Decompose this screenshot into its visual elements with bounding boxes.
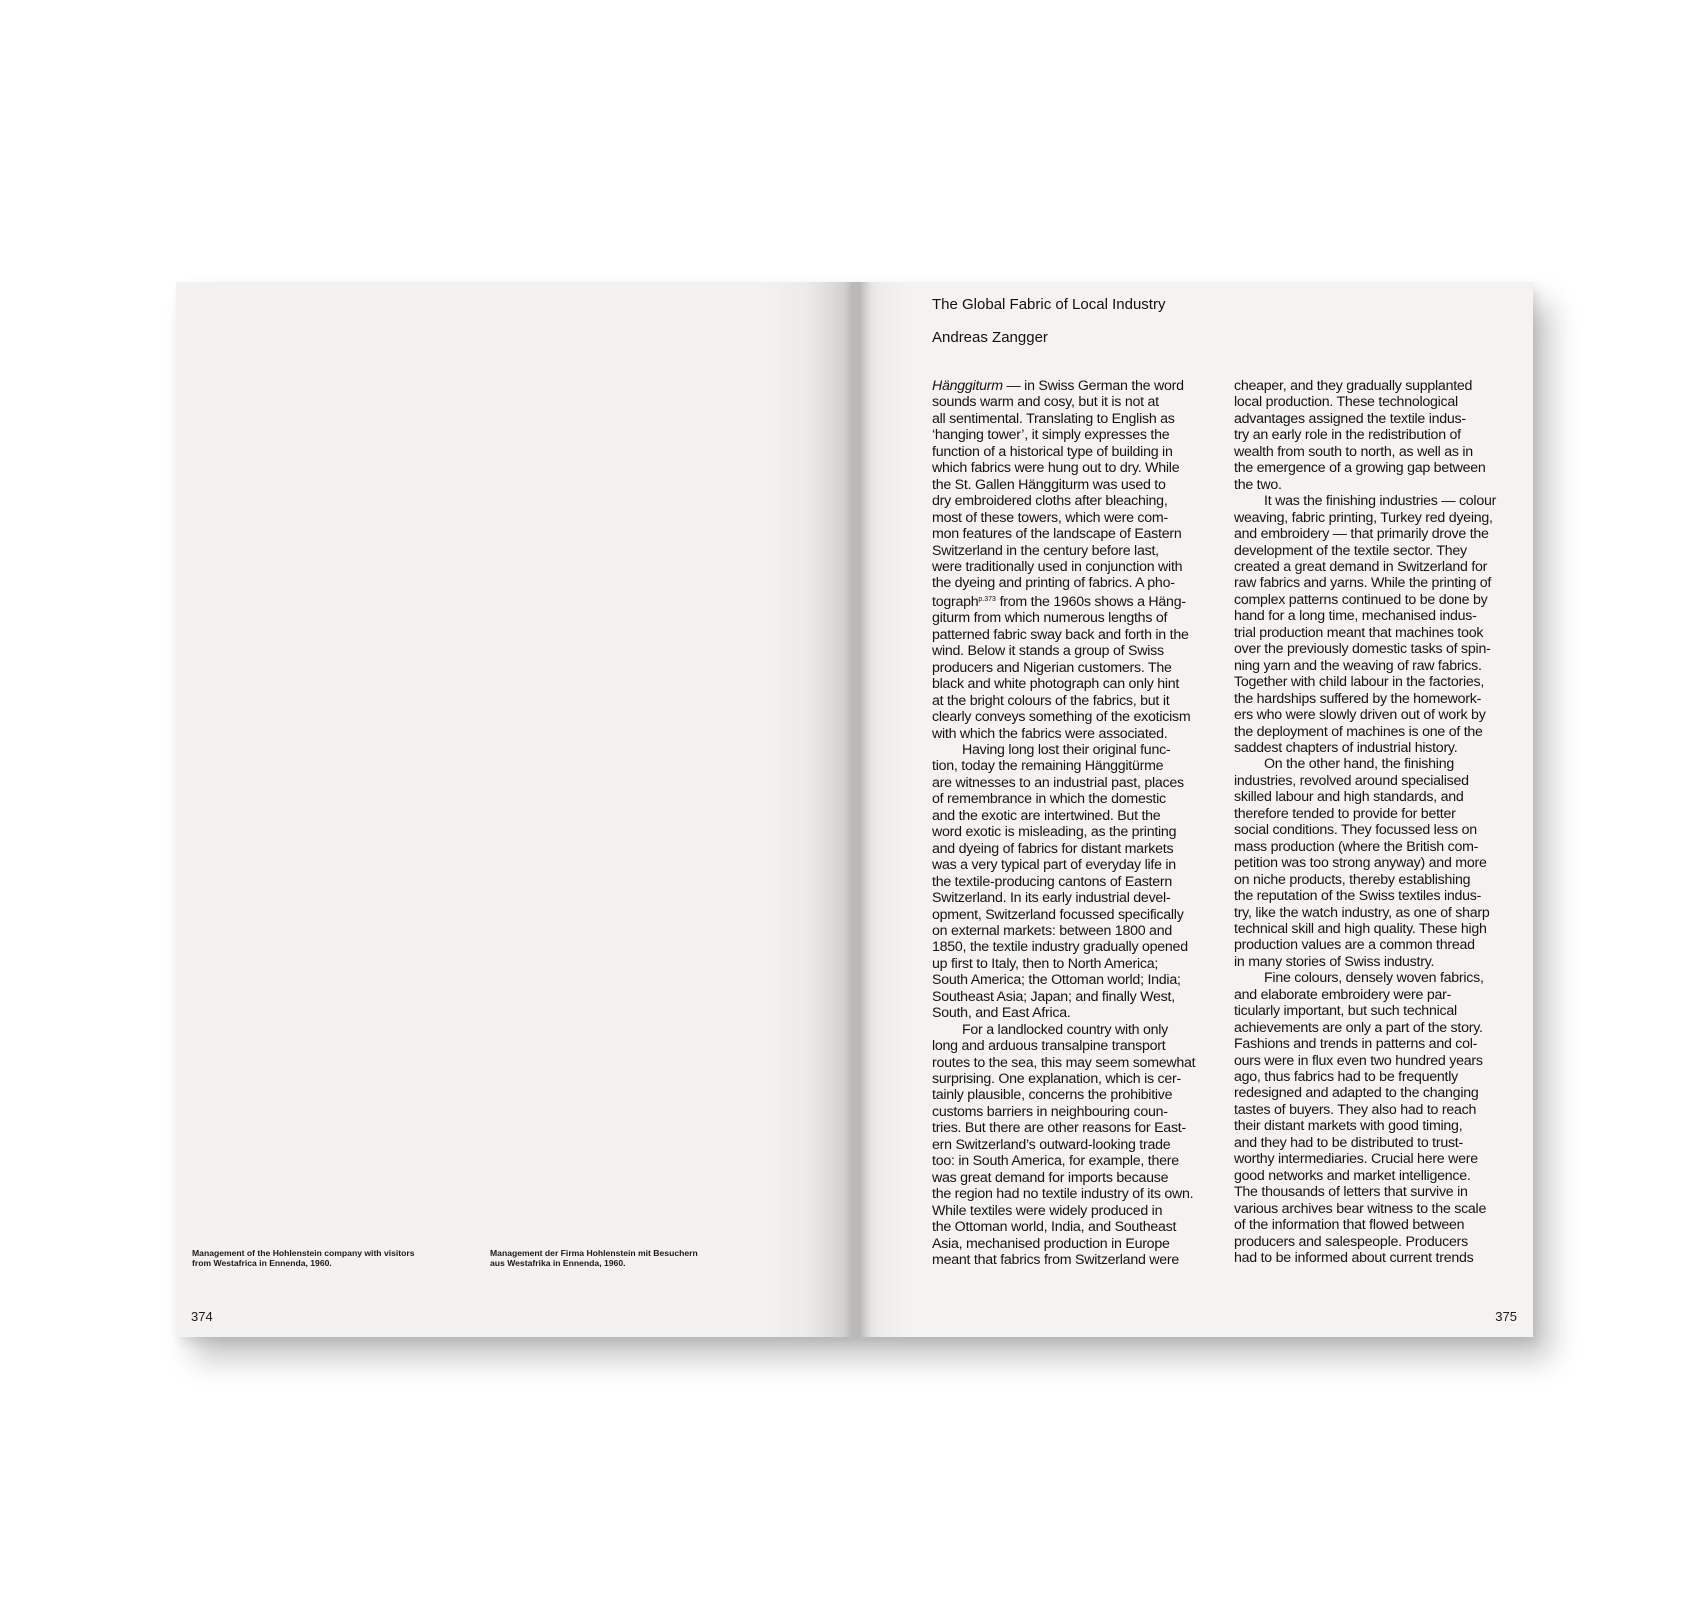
text-line: over the previously domestic tasks of spin- (1234, 641, 1491, 658)
text-line (932, 592, 1212, 610)
text-line: ago, thus fabrics had to be frequently (1234, 1069, 1458, 1086)
text-line: with which the fabrics were associated. (932, 725, 1168, 742)
text-line: wind. Below it stands a group of Swiss (932, 643, 1164, 660)
text-line: Together with child labour in the factories, (1234, 674, 1485, 691)
text-line: mon features of the landscape of Eastern (932, 526, 1182, 543)
text-line: was great demand for imports because (932, 1169, 1169, 1186)
text-line: ours were in flux even two hundred years (1234, 1052, 1483, 1069)
text-line: Switzerland in the century before last, (932, 542, 1159, 559)
text-line: try, like the watch industry, as one of sharp (1234, 904, 1490, 921)
text-line: ern Switzerland’s outward-looking trade (932, 1136, 1171, 1153)
text-line: tion, today the remaining Hänggitürme (932, 758, 1164, 775)
text-line: the St. Gallen Hänggiturm was used to (932, 476, 1166, 493)
caption-line: Management der Firma Hohlenstein mit Besuchern (490, 1248, 698, 1258)
text-line: 1850, the textile industry gradually opened (932, 939, 1188, 956)
text-line: and the exotic are intertwined. But the (932, 807, 1161, 824)
text-line: sounds warm and cosy, but it is not at (932, 394, 1159, 411)
text-line: on external markets: between 1800 and (932, 922, 1172, 939)
text-line: the Ottoman world, India, and Southeast (932, 1219, 1177, 1236)
text-line: word exotic is misleading, as the printing (932, 824, 1177, 841)
text-line: Switzerland. In its early industrial devel- (932, 890, 1171, 907)
text-line: mass production (where the British com- (1234, 838, 1479, 855)
text-line: patterned fabric sway back and forth in the (932, 626, 1189, 643)
text-line: at the bright colours of the fabrics, but it (932, 692, 1170, 709)
text-line: ‘hanging tower’, it simply expresses the (932, 427, 1170, 444)
text-line: South America; the Ottoman world; India; (932, 972, 1181, 989)
text-line: dry embroidered cloths after bleaching, (932, 493, 1168, 510)
text-line: producers and Nigerian customers. The (932, 659, 1172, 676)
text-line: routes to the sea, this may seem somewhat (932, 1054, 1196, 1071)
page-number-left: 374 (191, 1309, 213, 1324)
text-line: black and white photograph can only hint (932, 676, 1180, 693)
text-line: in many stories of Swiss industry. (1234, 953, 1435, 970)
text-line: of the information that flowed between (1234, 1217, 1465, 1234)
text-line: was a very typical part of everyday life in (932, 857, 1176, 874)
article-title: The Global Fabric of Local Industry (932, 296, 1166, 313)
book-spread (176, 282, 1533, 1337)
text-line: petition was too strong anyway) and more (1234, 855, 1487, 872)
text-line: raw fabrics and yarns. While the printing of (1234, 575, 1492, 592)
text-line: and dyeing of fabrics for distant markets (932, 840, 1174, 857)
page-reference: p.373 (978, 595, 996, 603)
text-line: advantages assigned the textile indus- (1234, 410, 1466, 427)
text-line: ticularly important, but such technical (1234, 1003, 1457, 1020)
text-line: the dyeing and printing of fabrics. A pho- (932, 575, 1175, 592)
text-line: function of a historical type of building in (932, 443, 1173, 460)
text-line: most of these towers, which were com- (932, 509, 1168, 526)
text-line: and they had to be distributed to trust- (1234, 1134, 1463, 1151)
text-fragment: — in Swiss German the word (1002, 378, 1184, 394)
text-line: While textiles were widely produced in (932, 1202, 1163, 1219)
text-line: try an early role in the redistribution of (1234, 427, 1461, 444)
text-line: Fine colours, densely woven fabrics, (1264, 970, 1484, 987)
text-line: tastes of buyers. They also had to reach (1234, 1101, 1477, 1118)
text-line: The thousands of letters that survive in (1234, 1184, 1468, 1201)
text-column-1 (932, 378, 1212, 1268)
text-line: It was the finishing industries — colour (1264, 493, 1497, 510)
caption-line: from Westafrica in Ennenda, 1960. (192, 1258, 332, 1268)
left-page (176, 282, 854, 1337)
text-line: South, and East Africa. (932, 1005, 1071, 1022)
text-line: were traditionally used in conjunction with (932, 558, 1183, 575)
text-fragment: tograph (932, 593, 979, 610)
text-line: had to be informed about current trends (1234, 1250, 1474, 1267)
text-line: Southeast Asia; Japan; and finally West, (932, 988, 1175, 1005)
text-line: wealth from south to north, as well as in (1234, 443, 1473, 460)
text-line: are witnesses to an industrial past, places (932, 774, 1184, 791)
text-line: Fashions and trends in patterns and col- (1234, 1036, 1478, 1053)
text-line: their distant markets with good timing, (1234, 1118, 1463, 1135)
text-line: the two. (1234, 476, 1282, 493)
text-line: the deployment of machines is one of the (1234, 723, 1483, 740)
text-line: skilled labour and high standards, and (1234, 789, 1464, 806)
text-line: the hardships suffered by the homework- (1234, 690, 1482, 707)
text-line: saddest chapters of industrial history. (1234, 739, 1458, 756)
text-line: up first to Italy, then to North America; (932, 955, 1159, 972)
text-line: too: in South America, for example, there (932, 1153, 1179, 1170)
text-line: which fabrics were hung out to dry. While (932, 460, 1180, 477)
text-line: social conditions. They focussed less on (1234, 822, 1477, 839)
text-line: Having long lost their original func- (962, 741, 1171, 758)
text-fragment: from the 1960s shows a Häng- (995, 593, 1186, 610)
text-line: the region had no textile industry of its own. (932, 1186, 1194, 1203)
text-line: giturm from which numerous lengths of (932, 610, 1168, 627)
text-line: the emergence of a growing gap between (1234, 460, 1486, 477)
text-line: good networks and market intelligence. (1234, 1167, 1471, 1184)
text-line: long and arduous transalpine transport (932, 1038, 1166, 1055)
text-line: therefore tended to provide for better (1234, 805, 1456, 822)
text-column-2 (1234, 378, 1514, 1266)
text-line: of remembrance in which the domestic (932, 791, 1166, 808)
text-line: and elaborate embroidery were par- (1234, 986, 1452, 1003)
text-line: various archives bear witness to the scale (1234, 1200, 1487, 1217)
text-line: development of the textile sector. They (1234, 542, 1467, 559)
text-line: complex patterns continued to be done by (1234, 591, 1488, 608)
text-line: trial production meant that machines took (1234, 624, 1484, 641)
caption-line: Management of the Hohlenstein company with visitors (192, 1248, 415, 1258)
text-line: opment, Switzerland focussed specifically (932, 906, 1184, 923)
text-line: producers and salespeople. Producers (1234, 1233, 1468, 1250)
text-line: redesigned and adapted to the changing (1234, 1085, 1479, 1102)
italic-term: Hänggiturm (932, 378, 1003, 394)
text-line: cheaper, and they gradually supplanted (1234, 378, 1473, 394)
text-line: the textile-producing cantons of Eastern (932, 873, 1173, 890)
caption-line: aus Westafrika in Ennenda, 1960. (490, 1258, 626, 1268)
text-line: weaving, fabric printing, Turkey red dyeing, (1234, 509, 1493, 526)
text-line: technical skill and high quality. These high (1234, 920, 1487, 937)
article-author: Andreas Zangger (932, 329, 1048, 346)
text-line: worthy intermediaries. Crucial here were (1234, 1151, 1478, 1168)
text-line: clearly conveys something of the exoticism (932, 709, 1191, 726)
text-line: on niche products, thereby establishing (1234, 871, 1471, 888)
text-line: local production. These technological (1234, 394, 1458, 411)
text-line: hand for a long time, mechanised indus- (1234, 608, 1477, 625)
text-line: For a landlocked country with only (962, 1021, 1168, 1038)
text-line: surprising. One explanation, which is cer- (932, 1071, 1181, 1088)
text-line: tainly plausible, concerns the prohibitive (932, 1087, 1173, 1104)
text-line: tries. But there are other reasons for East- (932, 1120, 1186, 1137)
text-line: Asia, mechanised production in Europe (932, 1235, 1170, 1252)
text-line: all sentimental. Translating to English as (932, 410, 1175, 427)
page-number-right: 375 (1495, 1309, 1517, 1324)
caption-german (490, 1248, 720, 1268)
text-line: achievements are only a part of the story. (1234, 1019, 1483, 1036)
text-line: ers who were slowly driven out of work by (1234, 707, 1486, 724)
text-line: ning yarn and the weaving of raw fabrics. (1234, 657, 1482, 674)
text-line: the reputation of the Swiss textiles indus- (1234, 888, 1482, 905)
text-line: created a great demand in Switzerland for (1234, 558, 1488, 575)
text-line: production values are a common thread (1234, 937, 1475, 954)
text-line: customs barriers in neighbouring coun- (932, 1103, 1168, 1120)
text-line: meant that fabrics from Switzerland were (932, 1252, 1180, 1269)
caption-english (192, 1248, 422, 1268)
text-line: industries, revolved around specialised (1234, 772, 1469, 789)
text-line: and embroidery — that primarily drove the (1234, 526, 1489, 543)
text-line (932, 378, 1212, 394)
text-line: On the other hand, the finishing (1264, 756, 1454, 773)
